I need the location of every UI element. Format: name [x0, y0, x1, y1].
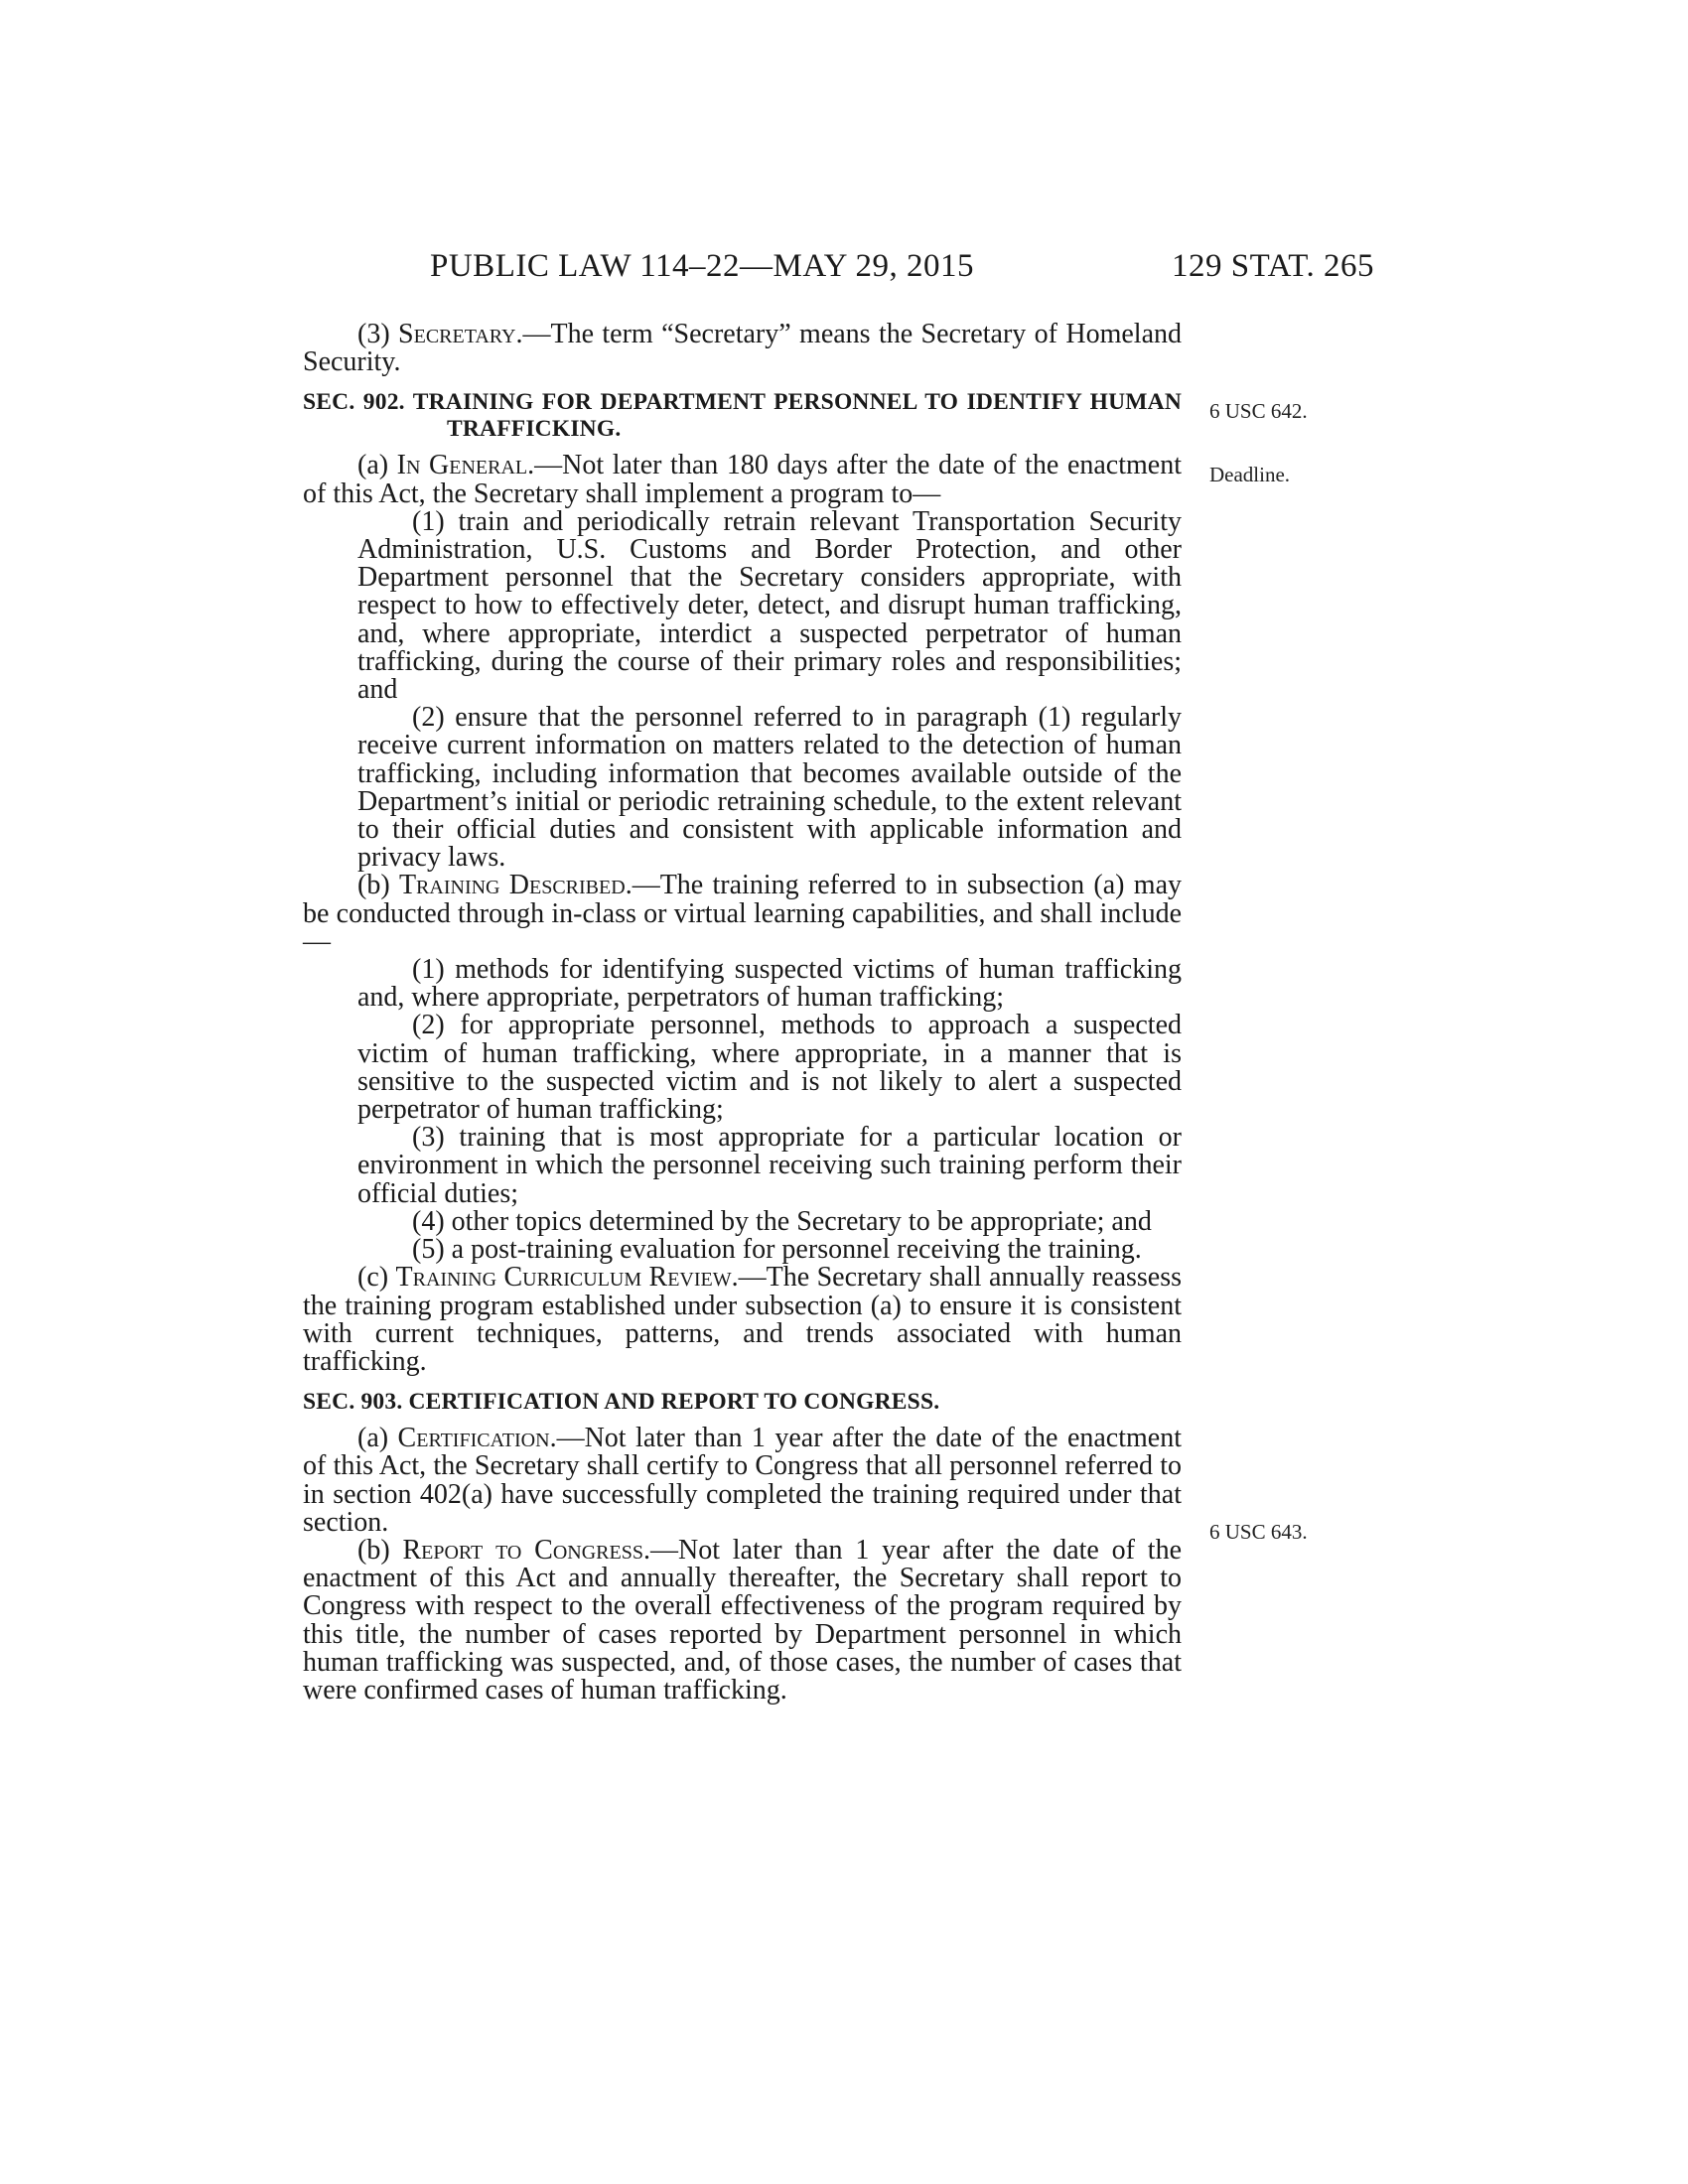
paragraph-definition-secretary	[303, 321, 1182, 376]
paragraph-number: (a)	[357, 1423, 398, 1454]
subsection-903-a	[303, 1425, 1182, 1537]
paragraph-text: .—Not later than 1 year after the date of the enactment of this Act, the Secretary shall certify to Congress that all personnel referred to in section 402(a) have successfully completed the training required under that section.	[303, 1423, 1182, 1538]
paragraph-number: (c)	[357, 1262, 396, 1294]
paragraph-902-b-1: (1) methods for identifying suspected victims of human trafficking and, where appropriate, perpetrators of human trafficking;	[357, 954, 1182, 1014]
margin-note-usc-642: 6 USC 642.	[1209, 399, 1308, 423]
paragraph-text: .—Not later than 180 days after the date of the enactment of this Act, the Secretary shall implement a program to—	[303, 450, 1183, 509]
paragraph-text: .—The term “Secretary” means the Secretary of Homeland Security.	[303, 319, 1182, 378]
section-number: SEC. 903.	[303, 1389, 409, 1416]
subsection-902-a	[303, 452, 1182, 507]
running-header-page-ref: 129 STAT. 265	[1172, 248, 1375, 284]
paragraph-902-a-2: (2) ensure that the personnel referred to in paragraph (1) regularly receive current information on matters related to the detection of human trafficking, including information that becomes available outside of the Department’s initial or periodic retraining schedule, to the extent relevant to their official duties and consistent with applicable information and privacy laws.	[357, 702, 1182, 874]
section-number: SEC. 902.	[303, 389, 413, 416]
paragraph-heading: Report to Congress	[402, 1534, 643, 1566]
subsection-902-b	[303, 872, 1182, 956]
paragraph-number: (b)	[357, 1534, 403, 1566]
running-header-title: PUBLIC LAW 114–22—MAY 29, 2015	[430, 248, 975, 284]
paragraph-902-b-3: (3) training that is most appropriate for a particular location or environment in which the personnel receiving such training perform their official duties;	[357, 1122, 1182, 1209]
section-title: CERTIFICATION AND REPORT TO CONGRESS.	[408, 1389, 940, 1416]
paragraph-heading: Secretary	[398, 319, 516, 349]
section-heading-903	[303, 1389, 1182, 1416]
paragraph-text: .—The training referred to in subsection (a) may be conducted through in-class or virtual learning capabilities, and shall include—	[303, 870, 1183, 957]
paragraph-number: (b)	[357, 870, 399, 901]
paragraph-heading: Certification	[397, 1423, 550, 1454]
section-heading-902	[303, 389, 1182, 443]
paragraph-902-b-4: (4) other topics determined by the Secretary to be appropriate; and	[412, 1205, 1152, 1237]
margin-note-usc-643: 6 USC 643.	[1209, 1520, 1308, 1544]
subsection-902-c	[303, 1264, 1182, 1376]
margin-note-deadline: Deadline.	[1209, 463, 1291, 486]
body-text	[303, 321, 1182, 1705]
paragraph-number: (3)	[357, 319, 399, 349]
paragraph-902-b-2: (2) for appropriate personnel, methods to approach a suspected victim of human trafficking, where appropriate, in a manner that is sensitive to the suspected victim and is not likely to alert a suspected perpetrator of human trafficking;	[357, 1010, 1182, 1126]
section-title: TRAINING FOR DEPARTMENT PERSONNEL TO IDENTIFY HUMAN TRAFFICKING.	[412, 389, 1182, 443]
paragraph-902-a-1: (1) train and periodically retrain relevant Transportation Security Administration, U.S. Customs and Border Protection, and other Department personnel that the Secretary considers appropriate, with respect to how to effectively deter, detect, and disrupt human trafficking, and, where appropriate, interdict a suspected perpetrator of human trafficking, during the course of their primary roles and responsibilities; and	[357, 505, 1182, 706]
paragraph-number: (a)	[357, 450, 397, 481]
paragraph-text: .—Not later than 1 year after the date of the enactment of this Act and annually thereafter, the Secretary shall report to Congress with respect to the overall effectiveness of the program required by this title, the number of cases reported by Department personnel in which human trafficking was suspected, and, of those cases, the number of cases that were confirmed cases of human trafficking.	[303, 1534, 1182, 1706]
paragraph-heading: Training Curriculum Review	[395, 1262, 732, 1294]
paragraph-902-b-5: (5) a post-training evaluation for personnel receiving the training.	[412, 1234, 1142, 1266]
subsection-903-b	[303, 1534, 1182, 1706]
paragraph-heading: Training Described	[398, 870, 626, 901]
paragraph-heading: In General	[396, 450, 528, 481]
paragraph-text: .—The Secretary shall annually reassess the training program established under subsection (a) to ensure it is consistent with current techniques, patterns, and trends associated with human trafficking.	[303, 1262, 1183, 1377]
